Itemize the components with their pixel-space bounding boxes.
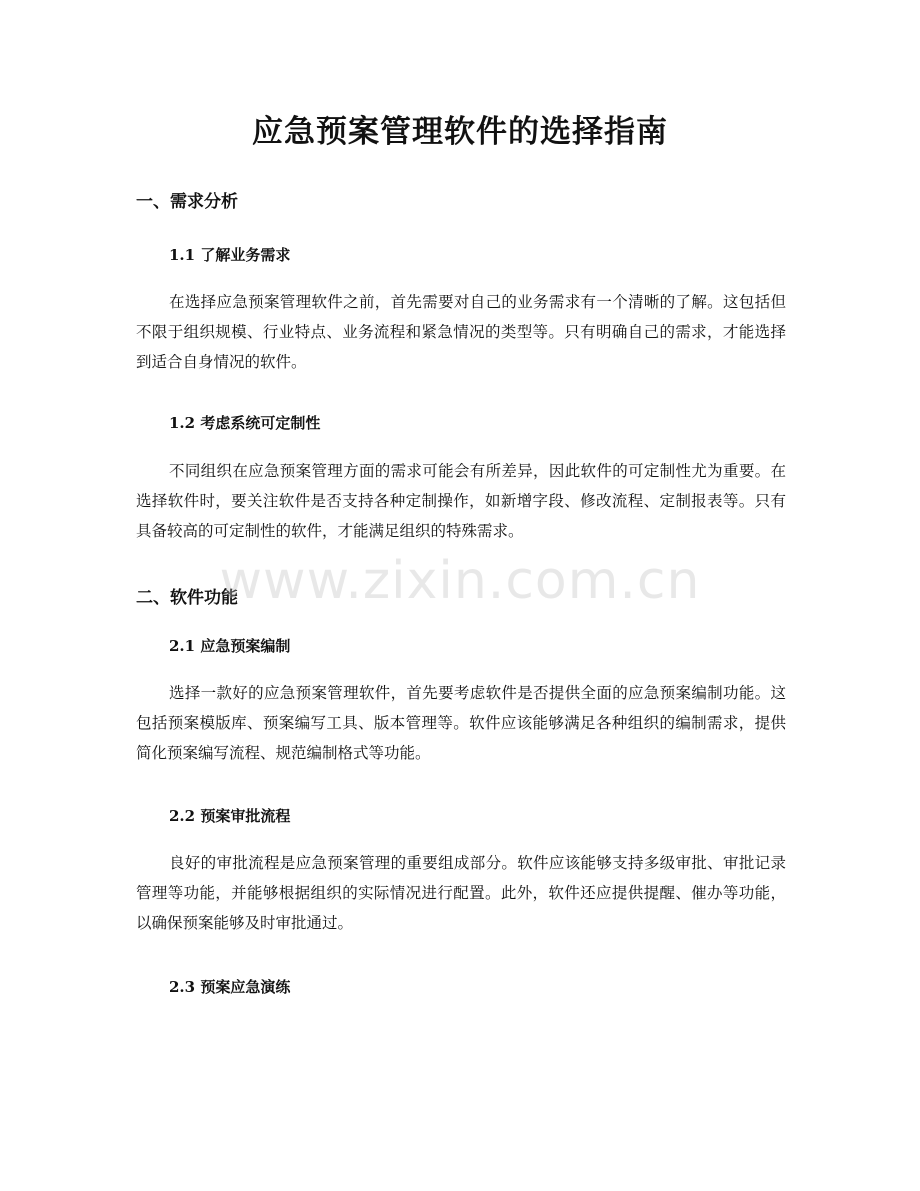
paragraph-1-1: 在选择应急预案管理软件之前，首先需要对自己的业务需求有一个清晰的了解。这包括但不限于组织规模、行业特点、业务流程和紧急情况的类型等。只有明确自己的需求，才能选择到适合自身情况的软件。 [136, 293, 786, 371]
subsection-heading-1-2: 1.2 考虑系统可定制性 [169, 414, 321, 432]
paragraph-1-2: 不同组织在应急预案管理方面的需求可能会有所差异，因此软件的可定制性尤为重要。在选择软件时，要关注软件是否支持各种定制操作，如新增字段、修改流程、定制报表等。只有具备较高的可定制性的软件，才能满足组织的特殊需求。 [136, 462, 786, 540]
subsection-heading-1-1: 1.1 了解业务需求 [169, 246, 291, 264]
subsection-heading-2-2: 2.2 预案审批流程 [169, 807, 291, 825]
paragraph-2-2: 良好的审批流程是应急预案管理的重要组成部分。软件应该能够支持多级审批、审批记录管理等功能，并能够根据组织的实际情况进行配置。此外，软件还应提供提醒、催办等功能，以确保预案能够及时审批通过。 [136, 854, 786, 932]
section-heading-requirements: 一、需求分析 [136, 192, 238, 212]
subsection-heading-2-1: 2.1 应急预案编制 [169, 637, 291, 655]
document-title: 应急预案管理软件的选择指南 [252, 114, 668, 150]
paragraph-2-1: 选择一款好的应急预案管理软件，首先要考虑软件是否提供全面的应急预案编制功能。这包括预案模版库、预案编写工具、版本管理等。软件应该能够满足各种组织的编制需求，提供简化预案编写流程、规范编制格式等功能。 [136, 684, 786, 762]
watermark: www.zixin.com.cn [219, 551, 701, 611]
subsection-heading-2-3: 2.3 预案应急演练 [169, 978, 291, 996]
section-heading-features: 二、软件功能 [136, 588, 238, 608]
